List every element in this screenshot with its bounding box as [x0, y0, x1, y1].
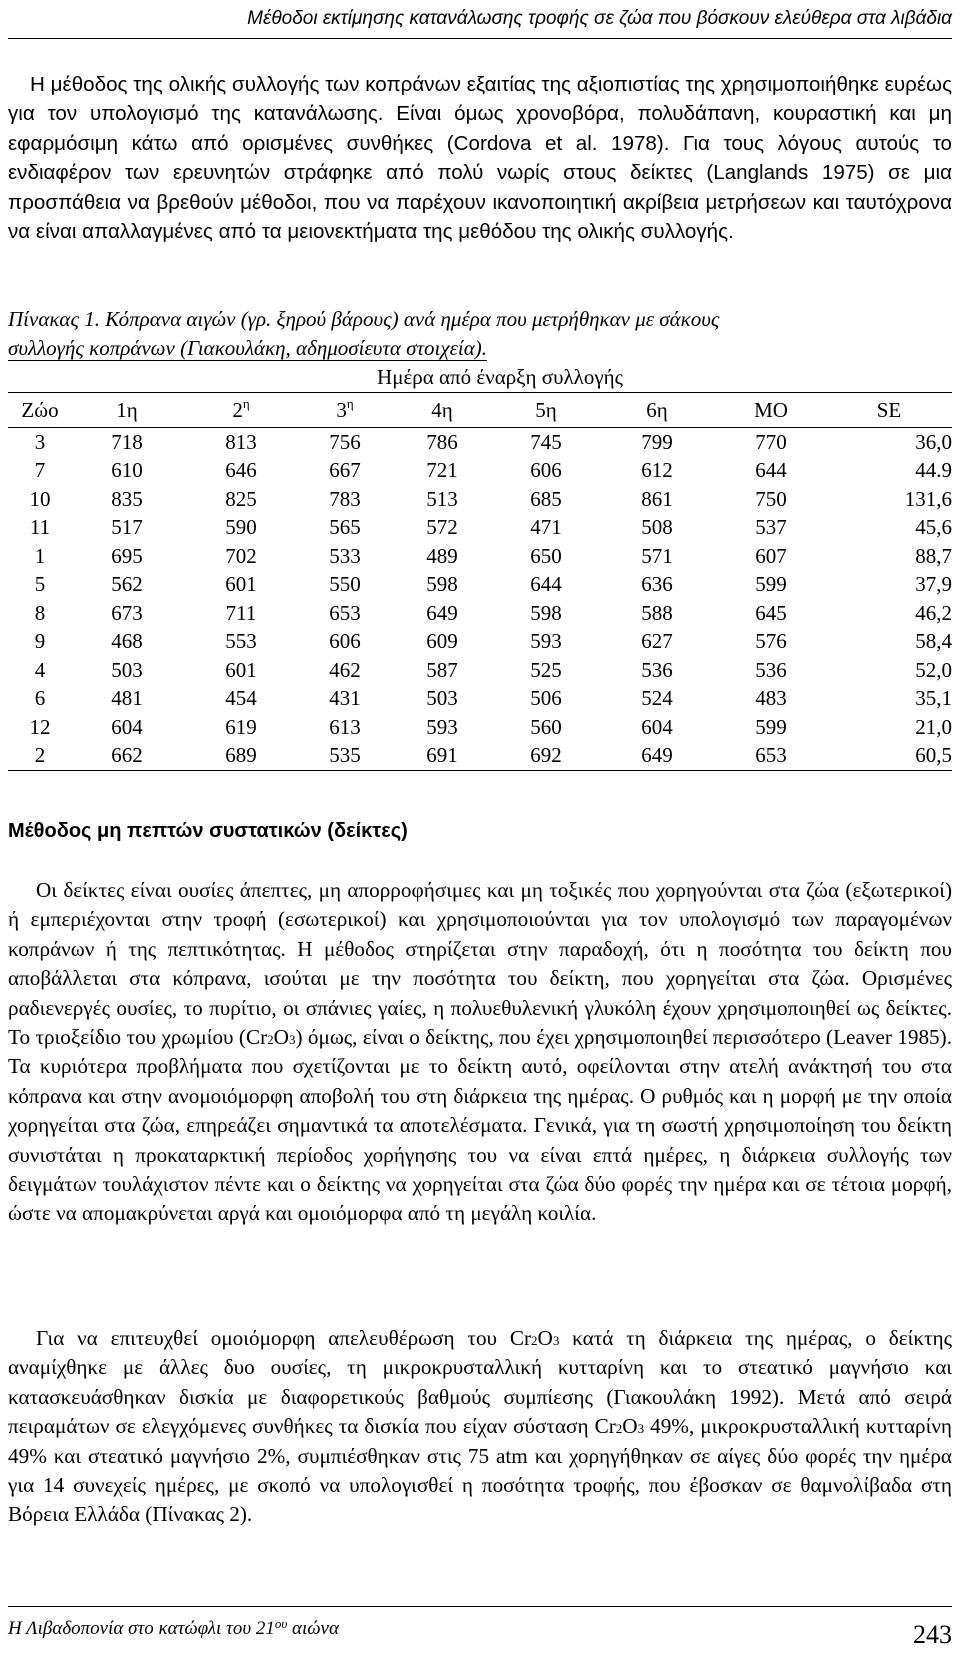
- col-header-day2-sup: η: [242, 395, 250, 411]
- table-body: [8, 428, 952, 771]
- cell-day3: 613: [329, 714, 361, 739]
- header-rule: [8, 38, 952, 39]
- col-header-day1: 1η: [72, 393, 182, 428]
- p3-text-o2: O: [622, 1414, 638, 1439]
- cell-day5: 685: [530, 486, 562, 511]
- cell-day4: 786: [426, 429, 458, 454]
- cell-day2: 601: [225, 657, 257, 682]
- cell-day6: 627: [641, 629, 673, 654]
- cell-se: 60,5: [826, 742, 952, 771]
- cell-mean: 653: [716, 742, 826, 771]
- table-row: [8, 599, 952, 628]
- cell-mean: 483: [755, 686, 787, 711]
- cell-day3: 565: [329, 515, 361, 540]
- cell-animal: 12: [29, 714, 51, 739]
- cell-day3: 606: [329, 629, 361, 654]
- table-header-row: [8, 393, 952, 428]
- cell-day4: 649: [426, 600, 458, 625]
- cell-se: 36,0: [915, 429, 952, 454]
- table-row: [8, 457, 952, 486]
- p3-text-o1: O: [537, 1326, 553, 1350]
- p3-text-3: 49%, μικροκρυσταλλική κυτταρίνη 49% και στεατικό μαγνήσιο 2%, συμπιέσθηκαν στις 75 atm και χορηγήθηκαν σε αίγες δύο φορές την ημέρα για 14 συνεχείς ημέρες, με σκοπό να υπολογισθεί η ποσότητα τροφής, που έβοσκαν σε θαμνολίβαδα στη Βόρεια Ελλάδα (Πίνακας 2).: [8, 1414, 952, 1527]
- col-header-day3-sup: η: [346, 395, 354, 411]
- cell-day5: 471: [530, 515, 562, 540]
- cell-day4: 598: [426, 572, 458, 597]
- cell-day5: 593: [530, 629, 562, 654]
- footer-rule: [8, 1606, 952, 1607]
- cell-animal: 6: [34, 686, 46, 711]
- footer-title-tail: αιώνα: [287, 1618, 339, 1639]
- cell-mean: 607: [755, 543, 787, 568]
- table-row: [8, 514, 952, 543]
- cell-animal: 4: [34, 657, 46, 682]
- cell-se: 52,0: [915, 657, 952, 682]
- cell-day3: 431: [329, 686, 361, 711]
- p3-sub-4: 3: [637, 1421, 645, 1437]
- cell-day2: 702: [225, 543, 257, 568]
- table-row: [8, 428, 952, 457]
- cell-day2: 689: [182, 742, 300, 771]
- col-header-se: SE: [826, 393, 952, 428]
- col-header-day5: 5η: [494, 393, 598, 428]
- cell-se: 35,1: [915, 686, 952, 711]
- cell-day2: 813: [225, 429, 257, 454]
- col-header-day4: 4η: [390, 393, 494, 428]
- cell-day1: 468: [111, 629, 143, 654]
- cell-day1: 481: [111, 686, 143, 711]
- col-header-mean: ΜΟ: [716, 393, 826, 428]
- table-row: [8, 485, 952, 514]
- cell-day6: 571: [641, 543, 673, 568]
- cell-day2: 553: [225, 629, 257, 654]
- cell-day4: 572: [426, 515, 458, 540]
- table-row: [8, 713, 952, 742]
- cell-day1: 695: [111, 543, 143, 568]
- table-caption-line2: συλλογής κοπράνων (Γιακουλάκη, αδημοσίευτα στοιχεία).: [8, 336, 488, 360]
- cell-day2: 825: [225, 486, 257, 511]
- section-heading: Μέθοδος μη πεπτών συστατικών (δείκτες): [8, 820, 408, 842]
- cell-day6: 588: [641, 600, 673, 625]
- cell-animal: 8: [34, 600, 46, 625]
- p2-text-2: ) όμως, είναι ο δείκτης, που έχει χρησιμοποιηθεί περισσότερο (Leaver 1985). Τα κυριότερα προβλήματα που σχετίζονται με το δείκτη αυτό, οφείλονται στην ατελή ανάκτησή του στα κόπρανα και στην ανομοιόμορφη αποβολή του στη διάρκεια της ημέρας. Ο ρυθμός και η μορφή με την οποία χορηγείται στα ζώα, επηρεάζει σημαντικά τα αποτελέσματα. Γενικά, για τη σωστή χρησιμοποίηση του δείκτη συνιστάται η προκαταρκτική περίοδος χορήγησης του να είναι επτά ημέρες, η διάρκεια συλλογής των δειγμάτων τουλάχιστον πέντε και ο δείκτης να χορηγείται στα ζώα δύο φορές την ημέρα και σε τέτοια μορφή, ώστε να απομακρύνεται αργά και ομοιόμορφα από τη μεγάλη κοιλία.: [8, 1025, 952, 1226]
- cell-day2: 646: [225, 458, 257, 483]
- cell-day6: 612: [641, 458, 673, 483]
- cell-mean: 750: [755, 486, 787, 511]
- cell-mean: 770: [755, 429, 787, 454]
- cell-day6: 508: [641, 515, 673, 540]
- cell-mean: 599: [755, 572, 787, 597]
- footer-title-text: Η Λιβαδοπονία στο κατώφλι του 21: [8, 1618, 275, 1639]
- cell-day6: 536: [641, 657, 673, 682]
- cell-day3: 462: [329, 657, 361, 682]
- cell-day5: 745: [530, 429, 562, 454]
- cell-day6: 861: [641, 486, 673, 511]
- col-header-day3: [300, 393, 390, 428]
- cell-animal: 3: [34, 429, 46, 454]
- table-group-header-row: [8, 362, 952, 393]
- cell-day4: 593: [426, 714, 458, 739]
- cell-se: 44.9: [915, 458, 952, 483]
- cell-day1: 718: [111, 429, 143, 454]
- col-header-day2-num: 2: [232, 397, 243, 422]
- table-row: [8, 685, 952, 714]
- cell-animal: 2: [8, 742, 72, 771]
- cell-day4: 503: [426, 686, 458, 711]
- cell-day4: 587: [426, 657, 458, 682]
- cell-day5: 692: [494, 742, 598, 771]
- cell-mean: 644: [755, 458, 787, 483]
- cell-day3: 783: [329, 486, 361, 511]
- cell-mean: 537: [755, 515, 787, 540]
- cell-day6: 604: [641, 714, 673, 739]
- table-caption-line1: Πίνακας 1. Κόπρανα αιγών (γρ. ξηρού βάρους) ανά ημέρα που μετρήθηκαν με σάκους: [8, 307, 720, 331]
- p2-sub-2: 3: [288, 1032, 296, 1048]
- cell-mean: 645: [755, 600, 787, 625]
- cell-se: 58,4: [915, 629, 952, 654]
- cell-day1: 503: [111, 657, 143, 682]
- col-header-animal: Ζώο: [8, 393, 72, 428]
- cell-day6: 799: [641, 429, 673, 454]
- cell-day1: 662: [72, 742, 182, 771]
- cell-mean: 599: [755, 714, 787, 739]
- cell-se: 45,6: [915, 515, 952, 540]
- cell-day1: 610: [111, 458, 143, 483]
- cell-se: 88,7: [915, 543, 952, 568]
- cell-mean: 576: [755, 629, 787, 654]
- day-group-header: Ημέρα από έναρξη συλλογής: [8, 362, 952, 393]
- cell-day3: 533: [329, 543, 361, 568]
- paragraph-total-collection: Η μέθοδος της ολικής συλλογής των κοπράνων εξαιτίας της αξιοπιστίας της χρησιμοποιήθηκε ευρέως για τον υπολογισμό της κατανάλωσης. Είναι όμως χρονοβόρα, πολυδάπανη, κουραστική και μη εφαρμόσιμη κάτω από ορισμένες συνθήκες (Cordova et al. 1978). Για τους λόγους αυτούς το ενδιαφέρον των ερευνητών στράφηκε από πολύ νωρίς στους δείκτες (Langlands 1975) σε μια προσπάθεια να βρεθούν μέθοδοι, που να παρέχουν ικανοποιητική ακρίβεια μετρήσεων και ταυτόχρονα να είναι απαλλαγμένες από τα μειονεκτήματα της μεθόδου της ολικής συλλογής.: [8, 73, 952, 244]
- cell-day3: 653: [329, 600, 361, 625]
- cell-day6: 649: [598, 742, 716, 771]
- paragraph-chromium-tablets: [8, 1324, 952, 1530]
- table-row: [8, 571, 952, 600]
- cell-day5: 644: [530, 572, 562, 597]
- footer-title: [8, 1618, 339, 1640]
- cell-day1: 835: [111, 486, 143, 511]
- cell-day6: 524: [641, 686, 673, 711]
- cell-day3: 667: [329, 458, 361, 483]
- cell-day5: 560: [530, 714, 562, 739]
- cell-animal: 11: [29, 515, 51, 540]
- p3-sub-1: 2: [531, 1333, 538, 1348]
- p3-sub-3: 2: [615, 1421, 623, 1437]
- cell-day4: 721: [426, 458, 458, 483]
- cell-day4: 691: [390, 742, 494, 771]
- cell-day2: 711: [225, 600, 257, 625]
- p2-text-o: O: [273, 1025, 289, 1050]
- cell-day3: 535: [300, 742, 390, 771]
- cell-day3: 550: [329, 572, 361, 597]
- table-row: [8, 742, 952, 771]
- cell-day1: 562: [111, 572, 143, 597]
- cell-day1: 604: [111, 714, 143, 739]
- col-header-day3-num: 3: [336, 397, 347, 422]
- p2-text-1: Οι δείκτες είναι ουσίες άπεπτες, μη απορροφήσιμες και μη τοξικές που χορηγούνται στα ζώα (εξωτερικοί) ή εμπεριέχονται στην τροφή (εσωτερικοί) και χρησιμοποιούνται για τον υπολογισμό των παραγομένων κοπράνων ή της πεπτικότητας. Η μέθοδος στηρίζεται στην παραδοχή, ότι η ποσότητα του δείκτη που αποβάλλεται στα κόπρανα, ισούται με την ποσότητα του δείκτη, που χορηγείται στα ζώα. Ορισμένες ραδιενεργές ουσίες, το πυρίτιο, οι σπάνιες γαίες, η πολυεθυλενική γλυκόλη έχουν χρησιμοποιηθεί ως δείκτες. Το τριοξείδιο του χρωμίου (Cr: [8, 878, 952, 1050]
- cell-day6: 636: [641, 572, 673, 597]
- p3-text-1: Για να επιτευχθεί ομοιόμορφη απελευθέρωση του Cr: [36, 1326, 532, 1350]
- cell-se: 46,2: [915, 600, 952, 625]
- cell-day4: 609: [426, 629, 458, 654]
- cell-day2: 454: [225, 686, 257, 711]
- feces-table: [8, 362, 952, 771]
- cell-day5: 650: [530, 543, 562, 568]
- paragraph-markers: [8, 876, 952, 1229]
- cell-day1: 673: [111, 600, 143, 625]
- cell-day3: 756: [329, 429, 361, 454]
- table-row: [8, 656, 952, 685]
- cell-animal: 1: [34, 543, 46, 568]
- table-caption: [8, 305, 952, 363]
- cell-day5: 506: [530, 686, 562, 711]
- cell-day2: 601: [225, 572, 257, 597]
- col-header-day6: 6η: [598, 393, 716, 428]
- p2-sub-1: 2: [267, 1032, 274, 1048]
- footer-title-sup: ου: [274, 1616, 288, 1631]
- table-row: [8, 542, 952, 571]
- cell-day4: 489: [426, 543, 458, 568]
- cell-day5: 525: [530, 657, 562, 682]
- col-header-day2: [182, 393, 300, 428]
- cell-se: 37,9: [915, 572, 952, 597]
- cell-animal: 7: [34, 458, 46, 483]
- cell-day2: 619: [225, 714, 257, 739]
- table-row: [8, 628, 952, 657]
- page-number: 243: [913, 1620, 952, 1649]
- cell-day5: 598: [530, 600, 562, 625]
- p3-sub-2: 3: [552, 1333, 560, 1348]
- running-head: Μέθοδοι εκτίμησης κατανάλωσης τροφής σε ζώα που βόσκουν ελεύθερα στα λιβάδια: [247, 8, 952, 29]
- cell-animal: 9: [34, 629, 46, 654]
- cell-day2: 590: [225, 515, 257, 540]
- cell-se: 21,0: [915, 714, 952, 739]
- cell-animal: 10: [29, 486, 51, 511]
- cell-animal: 5: [34, 572, 46, 597]
- cell-se: 131,6: [904, 486, 952, 511]
- p3-text-2: κατά τη διάρκεια της ημέρας, ο δείκτης αναμίχθηκε με άλλες δυο ουσίες, τη μικροκρυσταλλική κυτταρίνη και το στεατικό μαγνήσιο και κατασκευάσθηκαν δισκία με διαφορετικούς βαθμούς συμπίεσης (Γιακουλάκη 1992). Μετά από σειρά πειραμάτων σε ελεγχόμενες συνθήκες τα δισκία που είχαν σύσταση Cr: [8, 1326, 952, 1439]
- cell-day5: 606: [530, 458, 562, 483]
- cell-day1: 517: [111, 515, 143, 540]
- cell-mean: 536: [755, 657, 787, 682]
- cell-day4: 513: [426, 486, 458, 511]
